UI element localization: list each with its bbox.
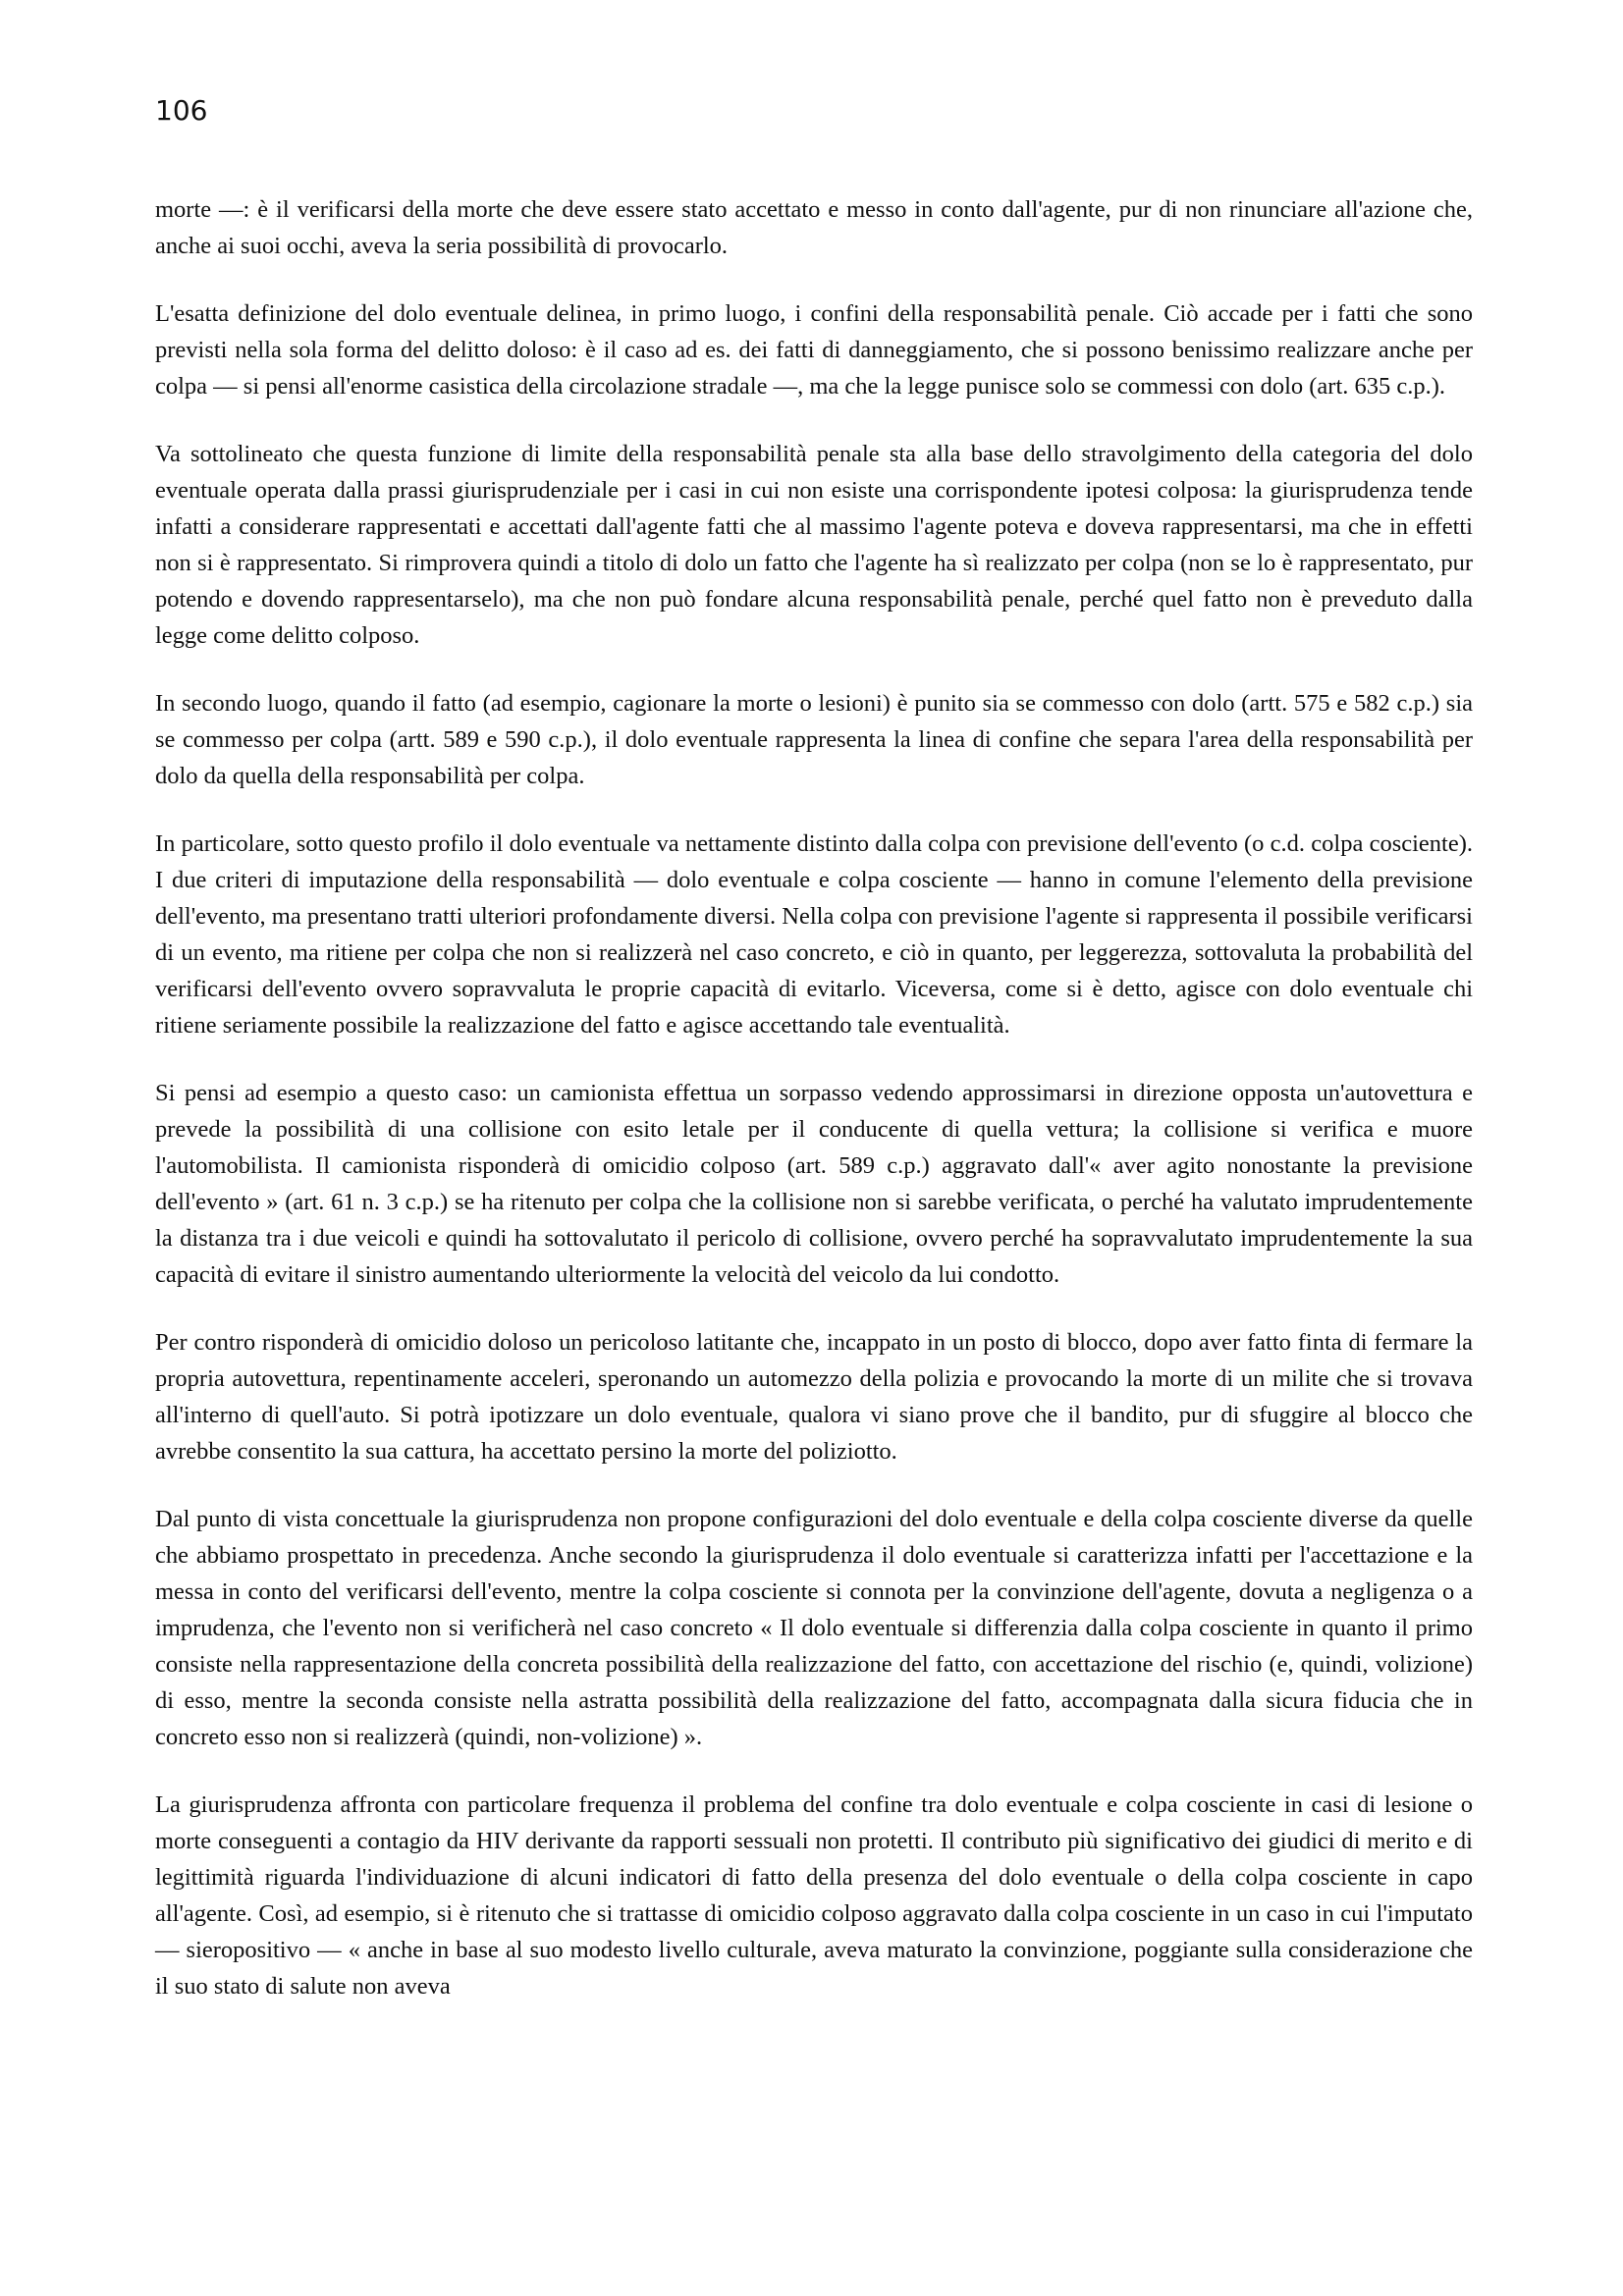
paragraph-2: L'esatta definizione del dolo eventuale delinea, in primo luogo, i confini della responsabilità penale. Ciò accade per i fatti che sono previsti nella sola forma del delitto doloso: è il caso ad es. dei fatti di danneggiamento, che si possono benissimo realizzare anche per colpa — si pensi all'enorme casistica della circolazione stradale —, ma che la legge punisce solo se commessi con dolo (art. 635 c.p.). [155,300,1473,400]
paragraph-1: morte —: è il verificarsi della morte che deve essere stato accettato e messo in conto dall'agente, pur di non rinunciare all'azione che, anche ai suoi occhi, aveva la seria possibilità di provocarlo. [155,196,1473,259]
body-text [155,191,1473,2036]
page-number: 106 [155,94,208,127]
paragraph-4: In secondo luogo, quando il fatto (ad esempio, cagionare la morte o lesioni) è punito sia se commesso con dolo (artt. 575 e 582 c.p.) sia se commesso per colpa (artt. 589 e 590 c.p.), il dolo eventuale rappresenta la linea di confine che separa l'area della responsabilità per dolo da quella della responsabilità per colpa. [155,690,1473,789]
paragraph-7: Per contro risponderà di omicidio doloso un pericoloso latitante che, incappato in un posto di blocco, dopo aver fatto finta di fermare la propria autovettura, repentinamente acceleri, speronando un automezzo della polizia e provocando la morte di un milite che si trovava all'interno di quell'auto. Si potrà ipotizzare un dolo eventuale, qualora vi siano prove che il bandito, pur di sfuggire al blocco che avrebbe consentito la sua cattura, ha accettato persino la morte del poliziotto. [155,1329,1473,1465]
paragraph-5: In particolare, sotto questo profilo il dolo eventuale va nettamente distinto dalla colpa con previsione dell'evento (o c.d. colpa cosciente). I due criteri di imputazione della responsabilità — dolo eventuale e colpa cosciente — hanno in comune l'elemento della previsione dell'evento, ma presentano tratti ulteriori profondamente diversi. Nella colpa con previsione l'agente si rappresenta il possibile verificarsi di un evento, ma ritiene per colpa che non si realizzerà nel caso concreto, e ciò in quanto, per leggerezza, sottovaluta la probabilità del verificarsi dell'evento ovvero sopravvaluta le proprie capacità di evitarlo. Viceversa, come si è detto, agisce con dolo eventuale chi ritiene seriamente possibile la realizzazione del fatto e agisce accettando tale eventualità. [155,830,1473,1039]
paragraph-6: Si pensi ad esempio a questo caso: un camionista effettua un sorpasso vedendo approssimarsi in direzione opposta un'autovettura e prevede la possibilità di una collisione con esito letale per il conducente di quella vettura; la collisione si verifica e muore l'automobilista. Il camionista risponderà di omicidio colposo (art. 589 c.p.) aggravato dall'« aver agito nonostante la previsione dell'evento » (art. 61 n. 3 c.p.) se ha ritenuto per colpa che la collisione non si sarebbe verificata, o perché ha valutato imprudentemente la distanza tra i due veicoli e quindi ha sottovalutato il pericolo di collisione, ovvero perché ha sopravvalutato imprudentemente la sua capacità di evitare il sinistro aumentando ulteriormente la velocità del veicolo da lui condotto. [155,1080,1473,1288]
paragraph-9: La giurisprudenza affronta con particolare frequenza il problema del confine tra dolo eventuale e colpa cosciente in casi di lesione o morte conseguenti a contagio da HIV derivante da rapporti sessuali non protetti. Il contributo più significativo dei giudici di merito e di legittimità riguarda l'individuazione di alcuni indicatori di fatto della presenza del dolo eventuale o della colpa cosciente in capo all'agente. Così, ad esempio, si è ritenuto che si trattasse di omicidio colposo aggravato dalla colpa cosciente in un caso in cui l'imputato — sieropositivo — « anche in base al suo modesto livello culturale, aveva maturato la convinzione, poggiante sulla considerazione che il suo stato di salute non aveva [155,1791,1473,2000]
paragraph-3: Va sottolineato che questa funzione di limite della responsabilità penale sta alla base dello stravolgimento della categoria del dolo eventuale operata dalla prassi giurisprudenziale per i casi in cui non esiste una corrispondente ipotesi colposa: la giurisprudenza tende infatti a considerare rappresentati e accettati dall'agente fatti che al massimo l'agente poteva e doveva rappresentarsi, ma che in effetti non si è rappresentato. Si rimprovera quindi a titolo di dolo un fatto che l'agente ha sì realizzato per colpa (non se lo è rappresentato, pur potendo e dovendo rappresentarselo), ma che non può fondare alcuna responsabilità penale, perché quel fatto non è preveduto dalla legge come delitto colposo. [155,441,1473,649]
paragraph-8: Dal punto di vista concettuale la giurisprudenza non propone configurazioni del dolo eventuale e della colpa cosciente diverse da quelle che abbiamo prospettato in precedenza. Anche secondo la giurisprudenza il dolo eventuale si caratterizza infatti per l'accettazione e la messa in conto del verificarsi dell'evento, mentre la colpa cosciente si connota per la convinzione dell'agente, dovuta a negligenza o a imprudenza, che l'evento non si verificherà nel caso concreto « Il dolo eventuale si differenzia dalla colpa cosciente in quanto il primo consiste nella rappresentazione della concreta possibilità della realizzazione del fatto, con accettazione del rischio (e, quindi, volizione) di esso, mentre la seconda consiste nella astratta possibilità della realizzazione del fatto, accompagnata dalla sicura fiducia che in concreto esso non si realizzerà (quindi, non-volizione) ». [155,1506,1473,1750]
